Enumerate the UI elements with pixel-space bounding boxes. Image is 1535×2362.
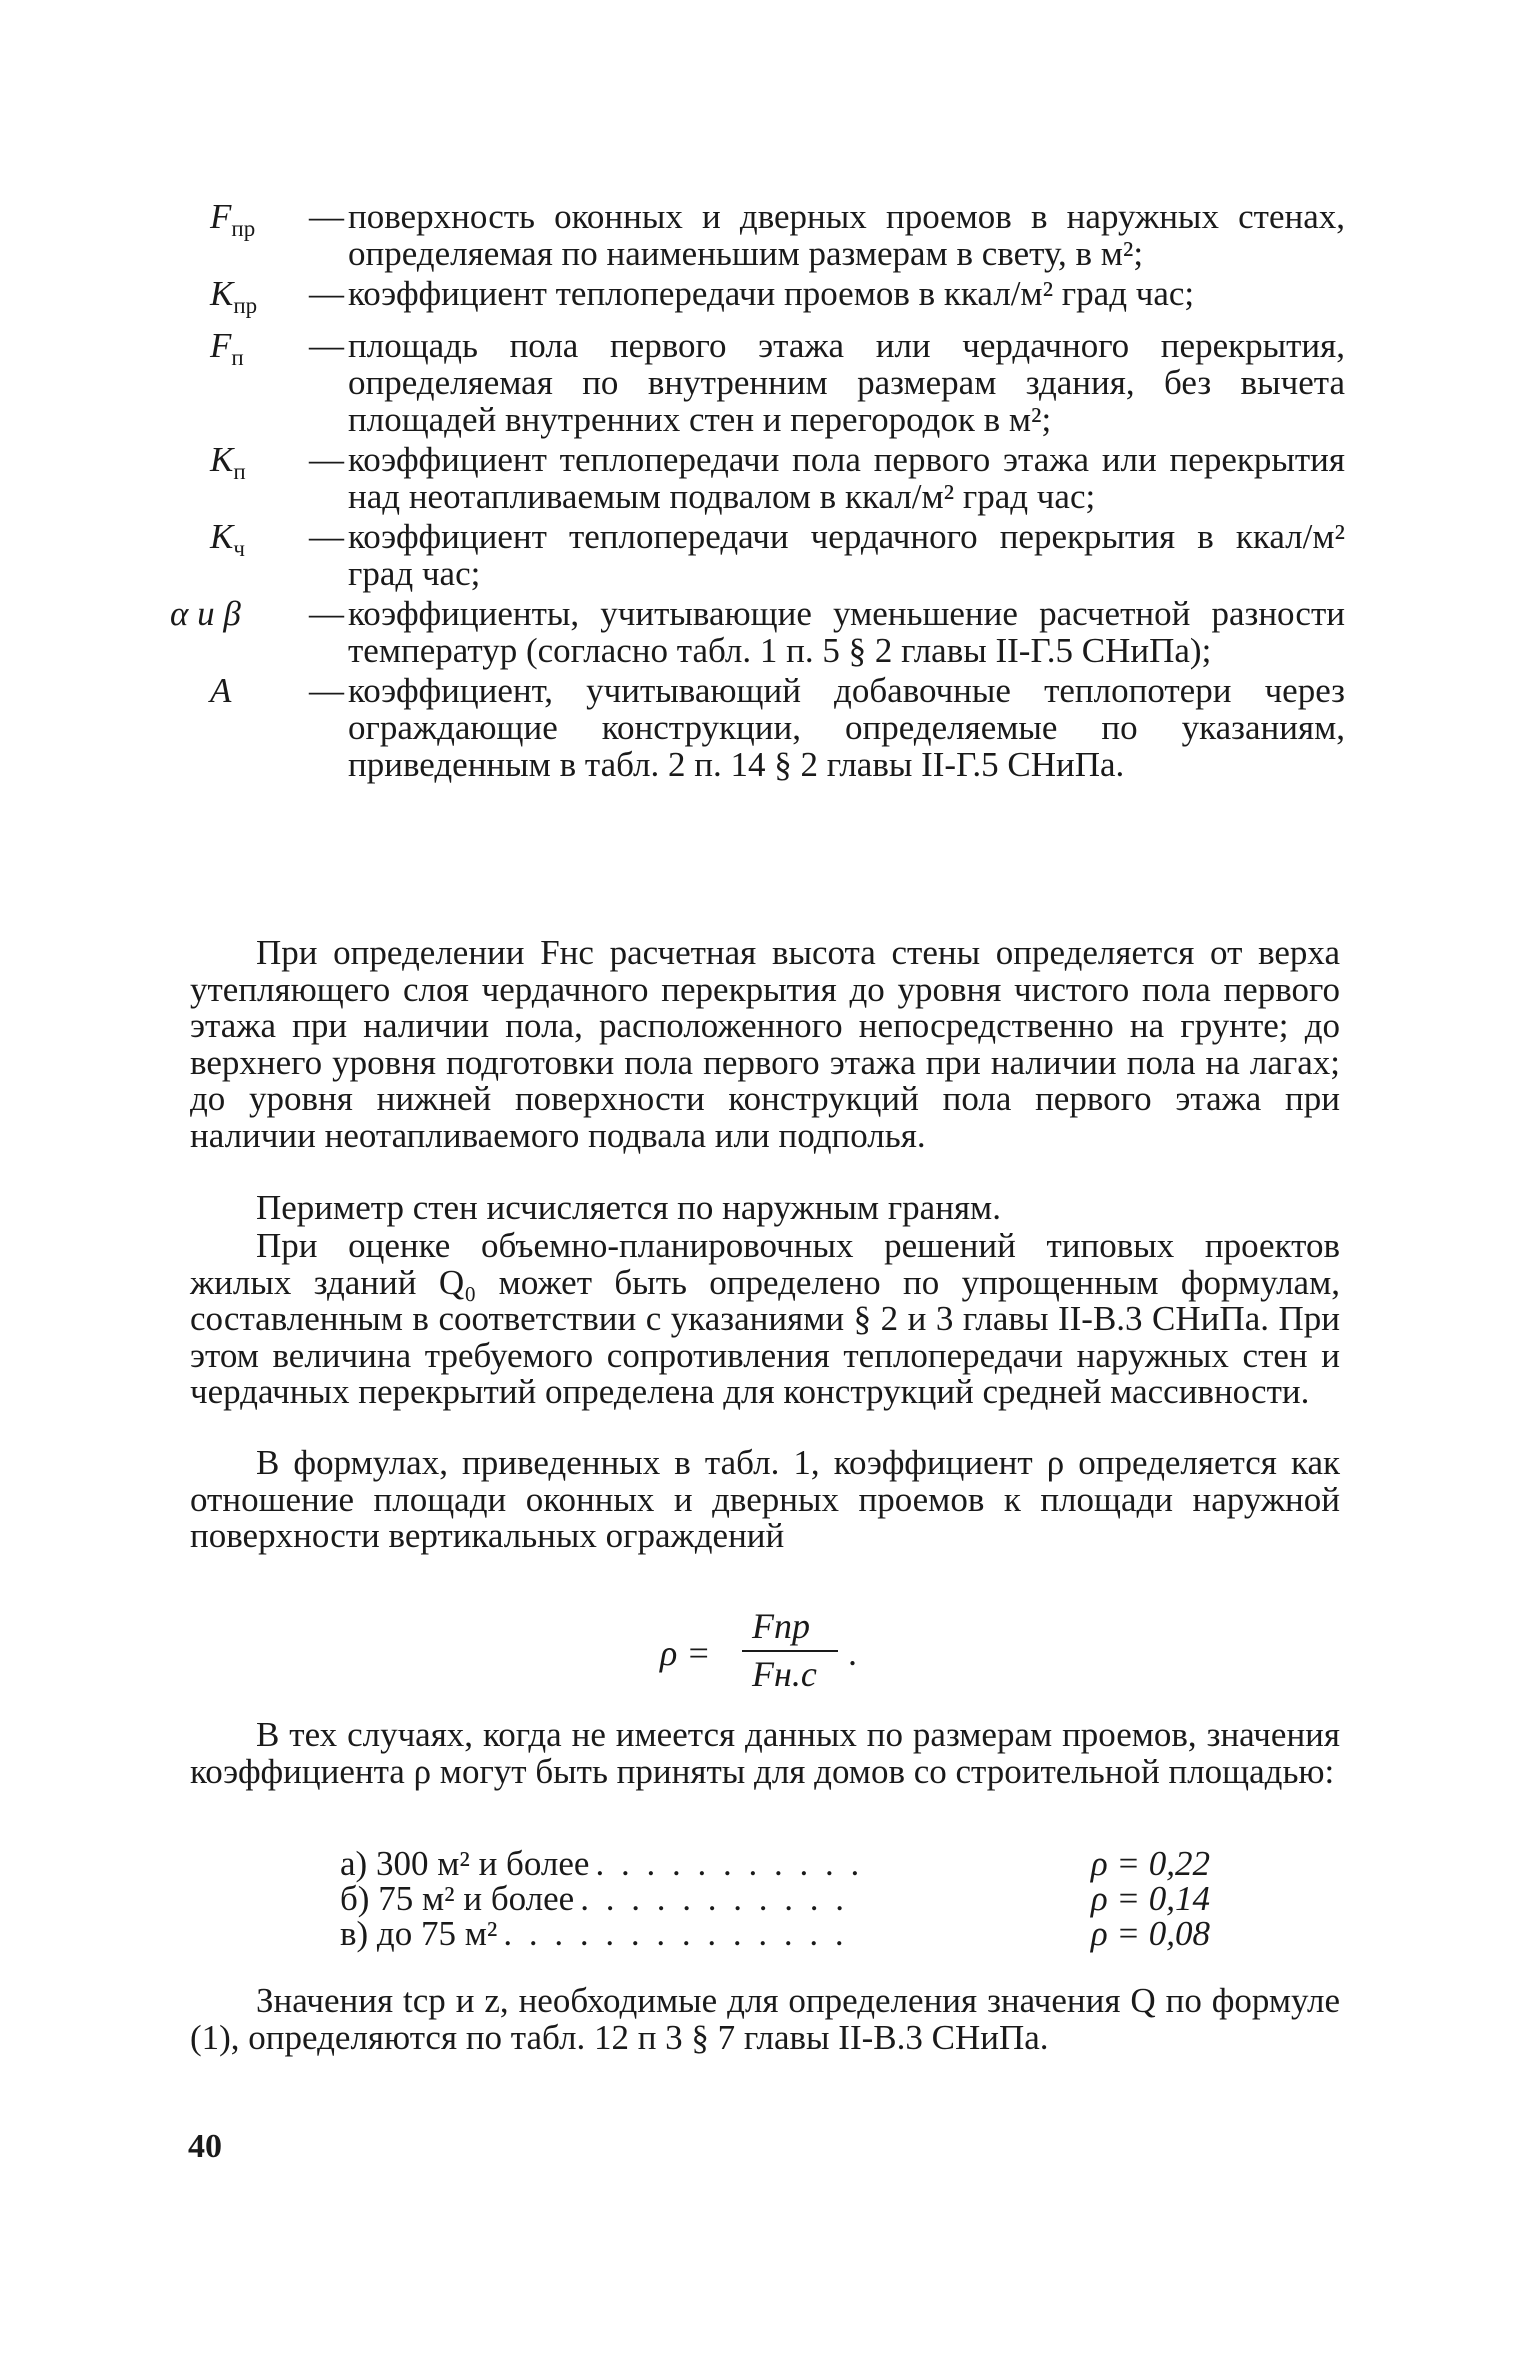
definition-text: коэффициент, учитывающий добавочные теплопотери через ограждающие конструкции, определяемые по указаниям, приведенным в табл. 2 п. 14 § 2 главы II-Г.5 СНиПа. [348,671,1345,784]
paragraph-coefficient: В формулах, приведенных в табл. 1, коэффициент ρ определяется как отношение площади оконных и дверных проемов к площади наружной поверхности вертикальных ограждений [190,1443,1340,1555]
leader-dots: . . . . . . . . . . . [595,1846,864,1881]
definition-row: $F_п$ — площадь пола первого этажа или чердачного перекрытия, определяемая по внутренним размерам здания, без вычета площадей внутренних стен и перегородок в м²; [170,327,1345,438]
symbol: $K_{пр}$ [210,274,258,318]
definition-row: $K_ч$ — коэффициент теплопередачи чердачного перекрытия в ккал/м² град час; [170,518,1345,592]
definition-text: коэффициент теплопередачи чердачного перекрытия в ккал/м² град час; [348,517,1345,593]
rho-values-list [340,1846,1210,1951]
formula-lhs: ρ = [660,1633,711,1673]
rho-formula [660,1605,900,1695]
symbol: $K_п$ [210,440,246,484]
leader-dots: . . . . . . . . . . . . . . [503,1916,848,1951]
definition-row: A — коэффициент, учитывающий добавочные теплопотери через ограждающие конструкции, определяемые по указаниям, приведенным в табл. 2 п. 14 § 2 главы II-Г.5 СНиПа. [170,672,1345,783]
list-item: в) до 75 м² . . . . . . . . . . . . . . ρ = 0,08 [340,1914,1210,1953]
definition-text: площадь пола первого этажа или чердачного перекрытия, определяемая по внутренним размерам здания, без вычета площадей внутренних стен и перегородок в м²; [348,326,1345,439]
definition-row: α и β — коэффициенты, учитывающие уменьшение расчетной разности температур (согласно табл. 1 п. 5 § 2 главы II-Г.5 СНиПа); [170,594,1345,670]
page-number: 40 [188,2128,222,2165]
definition-text: коэффициенты, учитывающие уменьшение расчетной разности температур (согласно табл. 1 п. 5 § 2 главы II-Г.5 СНиПа); [348,594,1345,670]
definition-text: коэффициент теплопередачи проемов в ккал/м² град час; [348,274,1195,313]
formula-numerator: Fпр [752,1606,810,1646]
definition-row: $F_{пр}$ — поверхность оконных и дверных проемов в наружных стенах, определяемая по наименьшим размерам в свету, в м²; [170,198,1345,272]
definition-text: коэффициент теплопередачи пола первого этажа или перекрытия над неотапливаемым подвалом в ккал/м² град час; [348,440,1345,516]
symbol: $F_{пр}$ [210,197,256,241]
list-item: а) 300 м² и более . . . . . . . . . . . ρ = 0,22 [340,1844,1210,1883]
paragraph-wall-height: При определении Fнс расчетная высота стены определяется от верха утепляющего слоя чердачного перекрытия до уровня чистого пола первого этажа при наличии пола, расположенного непосредственно на грунте; до верхнего уровня подготовки пола первого этажа при наличии пола на лагах; до уровня нижней поверхности конструкций пола первого этажа при наличии неотапливаемого подвала или подполья. [190,933,1340,1155]
definition-row: $K_{пр}$ — коэффициент теплопередачи проемов в ккал/м² град час; [170,275,1345,324]
paragraph-assessment: При оценке объемно-планировочных решений типовых проектов жилых зданий Q₀ может быть определено по упрощенным формулам, составленным в соответствии с указаниями § 2 и 3 главы II-В.3 СНиПа. При этом величина требуемого сопротивления теплопередачи наружных стен и чердачных перекрытий определена для конструкций средней массивности. [190,1226,1340,1411]
symbol-definitions [170,198,1345,786]
symbol: $K_ч$ [210,517,245,561]
symbol: $F_п$ [210,326,244,370]
paragraph-defaults: В тех случаях, когда не имеется данных по размерам проемов, значения коэффициента ρ могут быть приняты для домов со строительной площадью: [190,1715,1340,1791]
paragraph-tcp: Значения tср и z, необходимые для определения значения Q по формуле (1), определяются по табл. 12 п 3 § 7 главы II-В.3 СНиПа. [190,1981,1340,2057]
symbol: α и β [170,594,241,633]
paragraph-perimeter: Периметр стен исчисляется по наружным граням. [256,1188,1001,1227]
fraction-bar [742,1650,838,1652]
symbol: A [210,671,232,710]
list-item: б) 75 м² и более . . . . . . . . . . . ρ = 0,14 [340,1879,1210,1918]
definition-row: $K_п$ — коэффициент теплопередачи пола первого этажа или перекрытия над неотапливаемым подвалом в ккал/м² град час; [170,441,1345,515]
formula-end: . [848,1633,857,1673]
definition-text: поверхность оконных и дверных проемов в наружных стенах, определяемая по наименьшим размерам в свету, в м²; [348,197,1345,273]
leader-dots: . . . . . . . . . . . [580,1881,848,1916]
formula-denominator: Fн.с [752,1654,817,1694]
